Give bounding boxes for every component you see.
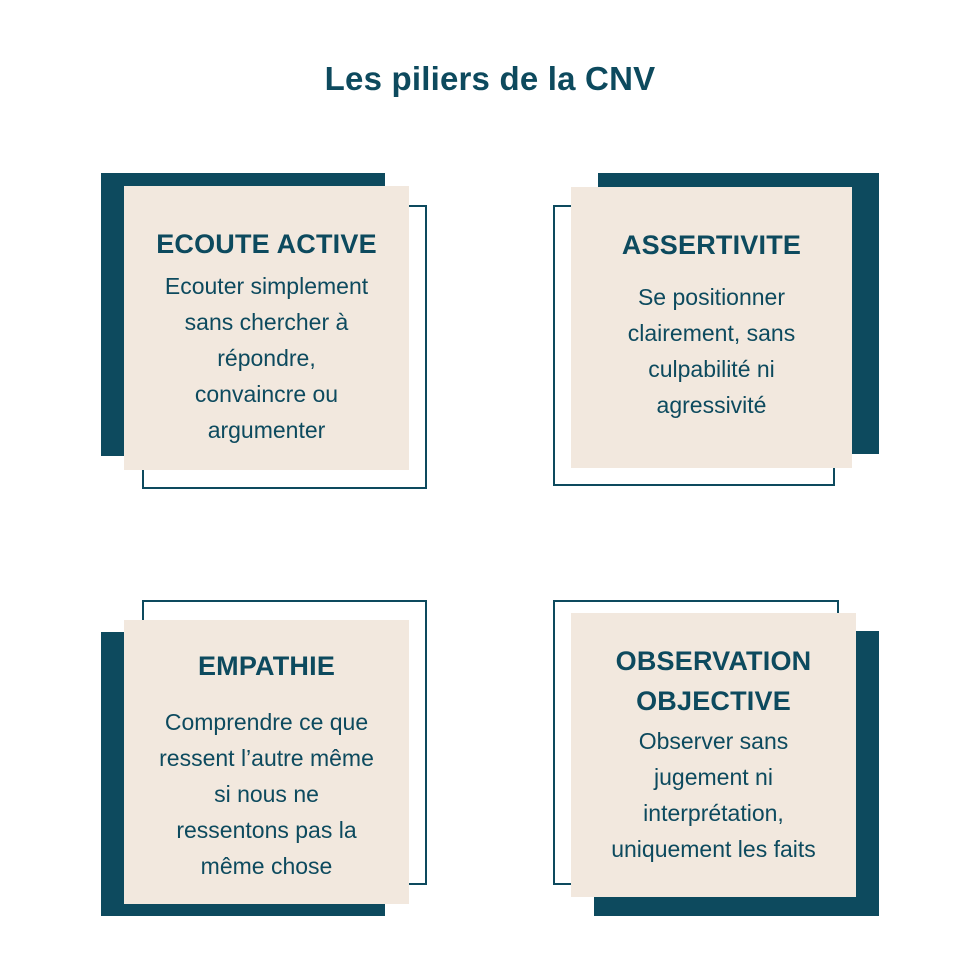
pillar-description xyxy=(165,268,368,448)
description-line: Comprendre ce que xyxy=(164,709,369,735)
pillar-card xyxy=(124,186,409,470)
description-line: jugement ni xyxy=(654,764,773,790)
pillar-card xyxy=(571,613,856,897)
description-line: sans chercher à xyxy=(184,309,349,335)
pillar-description xyxy=(628,279,795,423)
description-line: culpabilité ni xyxy=(648,356,775,382)
description-line: Ecouter simplement xyxy=(164,273,369,299)
pillar-title: EMPATHIE xyxy=(197,651,336,681)
description-line: ressent l’autre même xyxy=(159,745,374,771)
description-line: clairement, sans xyxy=(627,320,796,346)
description-line: interprétation, xyxy=(643,800,784,826)
description-line: Se positionner xyxy=(637,284,786,310)
description-line: argumenter xyxy=(207,417,326,443)
page-title: Les piliers de la CNV xyxy=(324,60,656,97)
pillar-description xyxy=(611,723,816,867)
description-line: convaincre ou xyxy=(194,381,339,407)
pillar-title: ASSERTIVITE xyxy=(621,230,802,260)
pillar-title-line: OBJECTIVE xyxy=(636,686,791,716)
description-line: Observer sans xyxy=(638,728,789,754)
description-line: si nous ne xyxy=(214,781,319,807)
description-line: même chose xyxy=(200,853,333,879)
pillar-card xyxy=(571,187,852,468)
description-line: ressentons pas la xyxy=(176,817,357,843)
description-line: agressivité xyxy=(656,392,767,418)
pillar-title-line: OBSERVATION xyxy=(615,646,812,676)
pillar-title: ECOUTE ACTIVE xyxy=(156,229,377,259)
pillar-description xyxy=(159,704,374,884)
description-line: uniquement les faits xyxy=(611,836,816,862)
description-line: répondre, xyxy=(217,345,316,371)
pillar-card xyxy=(124,620,409,904)
